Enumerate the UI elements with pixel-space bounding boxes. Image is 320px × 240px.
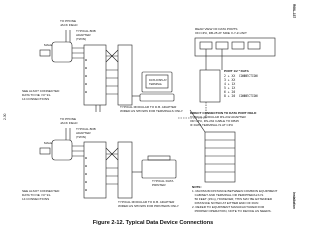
top-ampl-label-6: MALE xyxy=(44,43,53,47)
crossover-row: 3 + XX xyxy=(224,78,236,82)
top-ampl-leads xyxy=(66,30,70,42)
cpu-port-leads xyxy=(206,49,222,70)
cpu-port-4 xyxy=(248,42,260,49)
cpu-port-2 xyxy=(216,42,228,49)
note-line: DISTANCE NOTED AT EITHER END OF RUN xyxy=(192,201,259,205)
cpu-panel-label-1: REAR VIEW OF DATA PORTS xyxy=(195,27,238,31)
cpu-panel xyxy=(195,38,275,56)
modular-top-label-2: WIRED AS SHOWN FOR TERMINALS ONLY. xyxy=(120,109,184,113)
top-modular-block xyxy=(118,45,132,105)
top-ampl-label-1: TO PHONE xyxy=(60,19,77,23)
printer-body xyxy=(142,160,176,178)
bottom-conn-label-2: DATA TO NE NY 91- xyxy=(22,193,52,197)
top-block-leads xyxy=(96,105,100,112)
wiring-panel-rows xyxy=(205,140,235,172)
bottom-ampl-leads xyxy=(66,128,70,140)
bottom-ampl-label-1: TO PHONE xyxy=(60,117,77,121)
wiring-heading-1: DIRECT CONNECTION TO DATA PORT FIELD xyxy=(190,111,257,115)
top-adapter-leads xyxy=(72,48,84,58)
notes-heading: NOTE: xyxy=(192,185,202,189)
printer-label-1: TYPICAL DATA xyxy=(152,179,174,183)
bottom-adapter-body xyxy=(52,140,72,160)
printer-paper xyxy=(148,156,170,160)
modular-bottom-label-1: TYPICAL MODULAR TO D.B. ADAPTER xyxy=(118,200,175,204)
wiring-heading-4: IF DATA TERMINAL IS AT CPU xyxy=(190,123,234,127)
crossover-row: 8 + 20 CONNECTION xyxy=(224,94,258,98)
bottom-ampl-label-2: JACK FIELD xyxy=(60,121,78,125)
wiring-heading-3: OR CPU, RS-232 CABLE TO DB25 xyxy=(190,119,239,123)
bottom-ampl-label-6: MALE xyxy=(44,141,53,145)
wiring-panel xyxy=(205,132,235,182)
top-connector-block xyxy=(84,45,106,105)
cpu-port-1 xyxy=(200,42,212,49)
note-line: CABINET AND TERMINAL OR PERIPHERALS IS xyxy=(192,193,264,197)
page-number: 2-30 xyxy=(3,113,7,120)
bottom-ampl-label-4: ADAPTER xyxy=(76,131,91,135)
terminal-label-1: DATA DISPLAY xyxy=(149,79,167,82)
section-label: Installation xyxy=(292,192,296,209)
bottom-adapter-plug xyxy=(40,148,50,154)
top-ampl-label-2: JACK FIELD xyxy=(60,23,78,27)
bottom-crossover-wires xyxy=(106,148,118,184)
bottom-adapter-leads xyxy=(72,146,84,156)
wiring-heading-2: TYPICAL MODULAR RS-232 ADAPTER xyxy=(190,115,246,119)
crossover-row: 4 + 1X xyxy=(224,82,236,86)
note-line: PROPER OPERATION, NOTE TO DEVICE AS NEEDS. xyxy=(192,209,272,213)
cpu-panel-label-2: ON CPU, DB-25 AT SIDE X-Y-Z-UNIT xyxy=(195,31,247,35)
top-ampl-label-4: ADAPTER xyxy=(76,33,91,37)
bottom-connector-block xyxy=(84,142,106,198)
crossover-row: 5 + 1X xyxy=(224,86,236,90)
crossover-plug xyxy=(200,70,220,102)
top-ampl-label-3: TYPICAL 8DB xyxy=(76,29,96,33)
bottom-conn-label-3: 14 CONNECTIONS xyxy=(22,197,50,201)
note-line: 50 FEET (15m), HOWEVER, THIS MAY BE EXTENDED xyxy=(192,197,273,201)
note-line: 2. REFER TO EQUIPMENT MANUFACTURER FOR xyxy=(192,205,265,209)
doc-code: R68L-137 xyxy=(292,4,296,19)
top-ampl-label-5: (TWIN) xyxy=(76,37,86,41)
figure-caption: Figure 2-12. Typical Data Device Connections xyxy=(92,220,214,226)
bottom-ampl-label-5: (TWIN) xyxy=(76,135,86,139)
bottom-modular-block xyxy=(118,142,132,198)
top-adapter-body xyxy=(52,42,72,62)
terminal-keyboard xyxy=(140,94,174,101)
note-line: 1. MAXIMUM DISTANCE BETWEEN COMMON EQUIPMENT xyxy=(192,189,278,193)
top-crossover-wires xyxy=(106,50,118,94)
terminal-label-2: TERMINAL xyxy=(149,83,163,86)
crossover-row: 6 + 20 xyxy=(224,90,236,94)
crossover-heading: PORT 1/2 * DATA xyxy=(224,69,249,73)
modular-bottom-label-2: WIRED AS SHOWN FOR PRINTERS ONLY. xyxy=(118,204,180,208)
top-conn-label-3: 14 CONNECTIONS xyxy=(22,97,50,101)
modular-top-label-1: TYPICAL MODULAR TO D.B. ADAPTER xyxy=(120,105,177,109)
bottom-ampl-label-3: TYPICAL 8DB xyxy=(76,127,96,131)
bottom-conn-label-1: SEE ALSO? CONNECTED xyxy=(22,189,60,193)
printer-label-2: PRINTER xyxy=(152,183,166,187)
top-adapter-plug xyxy=(40,50,50,56)
top-conn-label-1: SEE ALSO? CONNECTED xyxy=(22,89,60,93)
crossover-row: 2 + XX CONNECTION xyxy=(224,74,258,78)
top-conn-label-2: DATA TO NE NY 91- xyxy=(22,93,52,97)
cpu-port-3 xyxy=(232,42,244,49)
